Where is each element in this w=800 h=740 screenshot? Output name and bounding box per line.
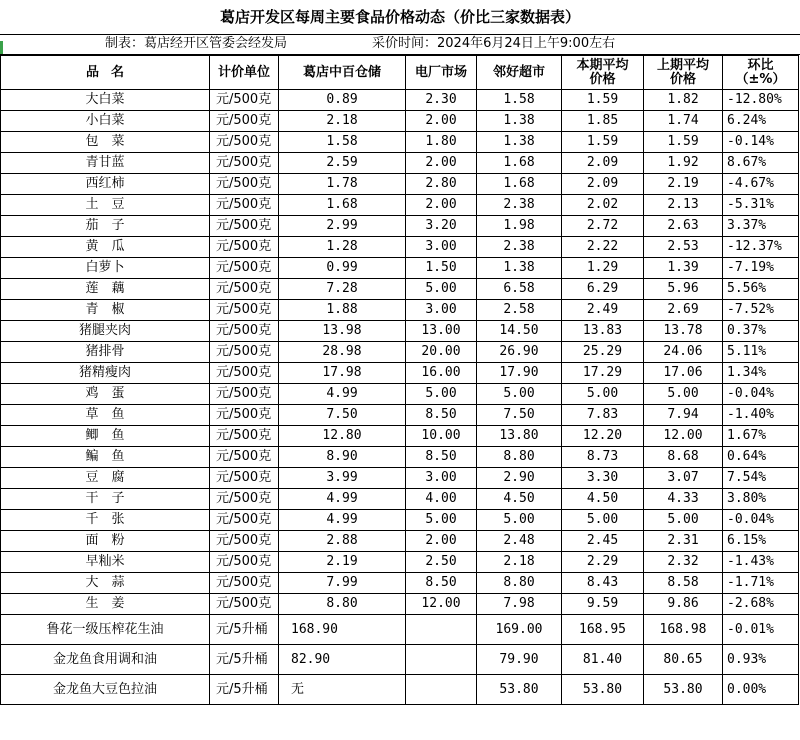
item-name: 鸡 蛋 (1, 384, 210, 405)
table-row (1, 384, 799, 405)
table-row (1, 363, 799, 384)
store3-price: 26.90 (477, 342, 562, 363)
store3-price: 8.80 (477, 573, 562, 594)
table-row (1, 468, 799, 489)
store1-price: 4.99 (279, 489, 406, 510)
store3-price: 1.68 (477, 174, 562, 195)
unit-cell: 元/500克 (210, 384, 279, 405)
store1-price: 1.28 (279, 237, 406, 258)
change-percent: -7.19% (723, 258, 799, 279)
store1-price: 1.78 (279, 174, 406, 195)
store1-price: 8.80 (279, 594, 406, 615)
this-avg-price: 2.45 (562, 531, 644, 552)
last-avg-price: 4.33 (644, 489, 723, 510)
item-name: 生 姜 (1, 594, 210, 615)
last-avg-price: 9.86 (644, 594, 723, 615)
this-avg-price: 81.40 (562, 645, 644, 675)
this-avg-price: 5.00 (562, 510, 644, 531)
unit-cell: 元/500克 (210, 510, 279, 531)
store1-price: 82.90 (279, 645, 406, 675)
table-row (1, 216, 799, 237)
item-name: 千 张 (1, 510, 210, 531)
item-name: 青甘蓝 (1, 153, 210, 174)
store2-price: 12.00 (406, 594, 477, 615)
table-row (1, 321, 799, 342)
store2-price: 8.50 (406, 405, 477, 426)
last-avg-price: 1.92 (644, 153, 723, 174)
unit-cell: 元/500克 (210, 132, 279, 153)
last-avg-price: 5.96 (644, 279, 723, 300)
table-row (1, 573, 799, 594)
price-table (0, 55, 799, 705)
table-row (1, 489, 799, 510)
header-row (1, 56, 799, 90)
header-last-avg: 上期平均 价格 (644, 56, 723, 90)
store1-price: 17.98 (279, 363, 406, 384)
table-row (1, 675, 799, 705)
last-avg-price: 5.00 (644, 384, 723, 405)
this-avg-price: 1.85 (562, 111, 644, 132)
header-this-avg: 本期平均 价格 (562, 56, 644, 90)
unit-cell: 元/500克 (210, 174, 279, 195)
last-avg-price: 5.00 (644, 510, 723, 531)
store3-price: 2.90 (477, 468, 562, 489)
item-name: 小白菜 (1, 111, 210, 132)
table-row (1, 153, 799, 174)
last-avg-price: 2.69 (644, 300, 723, 321)
store2-price: 20.00 (406, 342, 477, 363)
unit-cell: 元/500克 (210, 195, 279, 216)
unit-cell: 元/500克 (210, 90, 279, 111)
store3-price: 6.58 (477, 279, 562, 300)
store2-price: 3.00 (406, 300, 477, 321)
last-avg-price: 168.98 (644, 615, 723, 645)
table-row (1, 132, 799, 153)
sheet-subtitle (0, 34, 800, 55)
change-percent: -2.68% (723, 594, 799, 615)
store3-price: 14.50 (477, 321, 562, 342)
store1-price: 2.18 (279, 111, 406, 132)
store3-price: 2.48 (477, 531, 562, 552)
this-avg-price: 2.09 (562, 174, 644, 195)
table-row (1, 258, 799, 279)
item-name: 西红柿 (1, 174, 210, 195)
store1-price: 0.89 (279, 90, 406, 111)
store3-price: 5.00 (477, 510, 562, 531)
last-avg-price: 24.06 (644, 342, 723, 363)
header-unit: 计价单位 (210, 56, 279, 90)
table-row (1, 615, 799, 645)
unit-cell: 元/500克 (210, 594, 279, 615)
store3-price: 2.38 (477, 237, 562, 258)
change-percent: -0.04% (723, 384, 799, 405)
store1-price: 2.88 (279, 531, 406, 552)
this-avg-price: 2.02 (562, 195, 644, 216)
this-avg-price: 3.30 (562, 468, 644, 489)
this-avg-price: 25.29 (562, 342, 644, 363)
item-name: 金龙鱼大豆色拉油 (1, 675, 210, 705)
table-row (1, 279, 799, 300)
item-name: 黄 瓜 (1, 237, 210, 258)
unit-cell: 元/500克 (210, 552, 279, 573)
store2-price: 8.50 (406, 573, 477, 594)
last-avg-price: 2.13 (644, 195, 723, 216)
unit-cell: 元/500克 (210, 426, 279, 447)
store2-price: 1.80 (406, 132, 477, 153)
header-store3: 邻好超市 (477, 56, 562, 90)
table-row (1, 111, 799, 132)
store1-price: 8.90 (279, 447, 406, 468)
table-row (1, 300, 799, 321)
item-name: 茄 子 (1, 216, 210, 237)
item-name: 金龙鱼食用调和油 (1, 645, 210, 675)
store3-price: 53.80 (477, 675, 562, 705)
change-percent: -0.01% (723, 615, 799, 645)
last-avg-price: 53.80 (644, 675, 723, 705)
unit-cell: 元/500克 (210, 342, 279, 363)
store3-price: 1.38 (477, 111, 562, 132)
store3-price: 1.38 (477, 258, 562, 279)
item-name: 大 蒜 (1, 573, 210, 594)
table-row (1, 90, 799, 111)
item-name: 包 菜 (1, 132, 210, 153)
store3-price: 1.98 (477, 216, 562, 237)
store1-price: 1.68 (279, 195, 406, 216)
store2-price: 2.00 (406, 531, 477, 552)
this-avg-price: 12.20 (562, 426, 644, 447)
unit-cell: 元/500克 (210, 573, 279, 594)
store3-price: 2.38 (477, 195, 562, 216)
store2-price: 1.50 (406, 258, 477, 279)
this-avg-price: 13.83 (562, 321, 644, 342)
store1-price: 28.98 (279, 342, 406, 363)
store3-price: 2.58 (477, 300, 562, 321)
item-name: 鲁花一级压榨花生油 (1, 615, 210, 645)
unit-cell: 元/500克 (210, 300, 279, 321)
store1-price: 13.98 (279, 321, 406, 342)
unit-cell: 元/500克 (210, 258, 279, 279)
table-row (1, 342, 799, 363)
store1-price: 1.58 (279, 132, 406, 153)
store2-price: 3.00 (406, 468, 477, 489)
store2-price: 5.00 (406, 279, 477, 300)
item-name: 白萝卜 (1, 258, 210, 279)
table-row (1, 405, 799, 426)
unit-cell: 元/500克 (210, 153, 279, 174)
change-percent: -1.40% (723, 405, 799, 426)
last-avg-price: 1.39 (644, 258, 723, 279)
this-avg-price: 2.72 (562, 216, 644, 237)
last-avg-price: 12.00 (644, 426, 723, 447)
change-percent: 6.24% (723, 111, 799, 132)
this-avg-price: 1.29 (562, 258, 644, 279)
unit-cell: 元/5升桶 (210, 645, 279, 675)
change-percent: 7.54% (723, 468, 799, 489)
item-name: 干 子 (1, 489, 210, 510)
change-percent: 5.11% (723, 342, 799, 363)
store2-price (406, 615, 477, 645)
change-percent: 1.34% (723, 363, 799, 384)
last-avg-price: 1.59 (644, 132, 723, 153)
unit-cell: 元/500克 (210, 489, 279, 510)
change-percent: -12.37% (723, 237, 799, 258)
table-row (1, 174, 799, 195)
last-avg-price: 1.74 (644, 111, 723, 132)
table-row (1, 552, 799, 573)
item-name: 鳊 鱼 (1, 447, 210, 468)
store1-price: 无 (279, 675, 406, 705)
this-avg-price: 8.43 (562, 573, 644, 594)
store2-price: 4.00 (406, 489, 477, 510)
store2-price: 8.50 (406, 447, 477, 468)
store2-price: 2.80 (406, 174, 477, 195)
change-percent: 6.15% (723, 531, 799, 552)
table-row (1, 531, 799, 552)
store2-price: 2.30 (406, 90, 477, 111)
this-avg-price: 2.49 (562, 300, 644, 321)
store1-price: 2.59 (279, 153, 406, 174)
table-row (1, 645, 799, 675)
change-percent: 8.67% (723, 153, 799, 174)
unit-cell: 元/500克 (210, 216, 279, 237)
store3-price: 79.90 (477, 645, 562, 675)
store2-price: 2.00 (406, 153, 477, 174)
header-store2: 电厂市场 (406, 56, 477, 90)
store2-price: 5.00 (406, 510, 477, 531)
unit-cell: 元/500克 (210, 447, 279, 468)
store3-price: 1.38 (477, 132, 562, 153)
table-row (1, 510, 799, 531)
header-change: 环比 （±%） (723, 56, 799, 90)
change-percent: 0.93% (723, 645, 799, 675)
maker-text: 制表：葛店经开区管委会经发局 (105, 36, 288, 51)
change-percent: -1.71% (723, 573, 799, 594)
store1-price: 12.80 (279, 426, 406, 447)
table-row (1, 447, 799, 468)
store3-price: 4.50 (477, 489, 562, 510)
store3-price: 8.80 (477, 447, 562, 468)
last-avg-price: 8.68 (644, 447, 723, 468)
item-name: 早籼米 (1, 552, 210, 573)
store3-price: 1.58 (477, 90, 562, 111)
store1-price: 7.50 (279, 405, 406, 426)
change-percent: -12.80% (723, 90, 799, 111)
header-name: 品名 (1, 56, 210, 90)
table-row (1, 195, 799, 216)
change-percent: 0.64% (723, 447, 799, 468)
change-percent: -5.31% (723, 195, 799, 216)
change-percent: 0.37% (723, 321, 799, 342)
this-avg-price: 1.59 (562, 90, 644, 111)
change-percent: -1.43% (723, 552, 799, 573)
this-avg-price: 7.83 (562, 405, 644, 426)
store2-price: 5.00 (406, 384, 477, 405)
last-avg-price: 1.82 (644, 90, 723, 111)
store3-price: 1.68 (477, 153, 562, 174)
header-store1: 葛店中百仓储 (279, 56, 406, 90)
store1-price: 4.99 (279, 384, 406, 405)
this-avg-price: 17.29 (562, 363, 644, 384)
this-avg-price: 168.95 (562, 615, 644, 645)
last-avg-price: 2.31 (644, 531, 723, 552)
item-name: 大白菜 (1, 90, 210, 111)
store2-price: 2.00 (406, 195, 477, 216)
last-avg-price: 17.06 (644, 363, 723, 384)
change-percent: 3.37% (723, 216, 799, 237)
change-percent: -0.04% (723, 510, 799, 531)
table-row (1, 237, 799, 258)
store3-price: 7.98 (477, 594, 562, 615)
store3-price: 17.90 (477, 363, 562, 384)
change-percent: 5.56% (723, 279, 799, 300)
this-avg-price: 9.59 (562, 594, 644, 615)
change-percent: 1.67% (723, 426, 799, 447)
change-percent: -0.14% (723, 132, 799, 153)
store1-price: 3.99 (279, 468, 406, 489)
this-avg-price: 1.59 (562, 132, 644, 153)
this-avg-price: 2.09 (562, 153, 644, 174)
item-name: 猪精瘦肉 (1, 363, 210, 384)
store2-price: 3.20 (406, 216, 477, 237)
unit-cell: 元/500克 (210, 531, 279, 552)
sheet-title: 葛店开发区每周主要食品价格动态（价比三家数据表） (0, 0, 800, 35)
unit-cell: 元/500克 (210, 405, 279, 426)
store1-price: 4.99 (279, 510, 406, 531)
change-percent: -7.52% (723, 300, 799, 321)
unit-cell: 元/5升桶 (210, 615, 279, 645)
store3-price: 2.18 (477, 552, 562, 573)
store3-price: 7.50 (477, 405, 562, 426)
store1-price: 2.99 (279, 216, 406, 237)
store2-price: 3.00 (406, 237, 477, 258)
store2-price: 2.50 (406, 552, 477, 573)
store2-price (406, 675, 477, 705)
this-avg-price: 2.29 (562, 552, 644, 573)
item-name: 豆 腐 (1, 468, 210, 489)
store1-price: 7.28 (279, 279, 406, 300)
this-avg-price: 8.73 (562, 447, 644, 468)
store2-price: 2.00 (406, 111, 477, 132)
store1-price: 7.99 (279, 573, 406, 594)
store1-price: 1.88 (279, 300, 406, 321)
change-percent: 3.80% (723, 489, 799, 510)
last-avg-price: 2.32 (644, 552, 723, 573)
table-body (1, 90, 799, 705)
this-avg-price: 4.50 (562, 489, 644, 510)
last-avg-price: 13.78 (644, 321, 723, 342)
unit-cell: 元/500克 (210, 237, 279, 258)
unit-cell: 元/500克 (210, 363, 279, 384)
this-avg-price: 6.29 (562, 279, 644, 300)
item-name: 面 粉 (1, 531, 210, 552)
this-avg-price: 5.00 (562, 384, 644, 405)
item-name: 土 豆 (1, 195, 210, 216)
last-avg-price: 80.65 (644, 645, 723, 675)
unit-cell: 元/500克 (210, 468, 279, 489)
unit-cell: 元/500克 (210, 111, 279, 132)
item-name: 猪排骨 (1, 342, 210, 363)
last-avg-price: 2.63 (644, 216, 723, 237)
this-avg-price: 2.22 (562, 237, 644, 258)
table-row (1, 426, 799, 447)
change-percent: 0.00% (723, 675, 799, 705)
store2-price: 16.00 (406, 363, 477, 384)
store2-price (406, 645, 477, 675)
last-avg-price: 7.94 (644, 405, 723, 426)
item-name: 青 椒 (1, 300, 210, 321)
unit-cell: 元/500克 (210, 321, 279, 342)
store3-price: 13.80 (477, 426, 562, 447)
last-avg-price: 3.07 (644, 468, 723, 489)
unit-cell: 元/5升桶 (210, 675, 279, 705)
store2-price: 13.00 (406, 321, 477, 342)
item-name: 草 鱼 (1, 405, 210, 426)
store2-price: 10.00 (406, 426, 477, 447)
table-row (1, 594, 799, 615)
collection-time: 采价时间：2024年6月24日上午9:00左右 (372, 36, 616, 51)
store3-price: 5.00 (477, 384, 562, 405)
this-avg-price: 53.80 (562, 675, 644, 705)
change-percent: -4.67% (723, 174, 799, 195)
store3-price: 169.00 (477, 615, 562, 645)
last-avg-price: 2.53 (644, 237, 723, 258)
item-name: 莲 藕 (1, 279, 210, 300)
store1-price: 2.19 (279, 552, 406, 573)
item-name: 猪腿夹肉 (1, 321, 210, 342)
last-avg-price: 2.19 (644, 174, 723, 195)
store1-price: 168.90 (279, 615, 406, 645)
last-avg-price: 8.58 (644, 573, 723, 594)
store1-price: 0.99 (279, 258, 406, 279)
item-name: 鲫 鱼 (1, 426, 210, 447)
unit-cell: 元/500克 (210, 279, 279, 300)
